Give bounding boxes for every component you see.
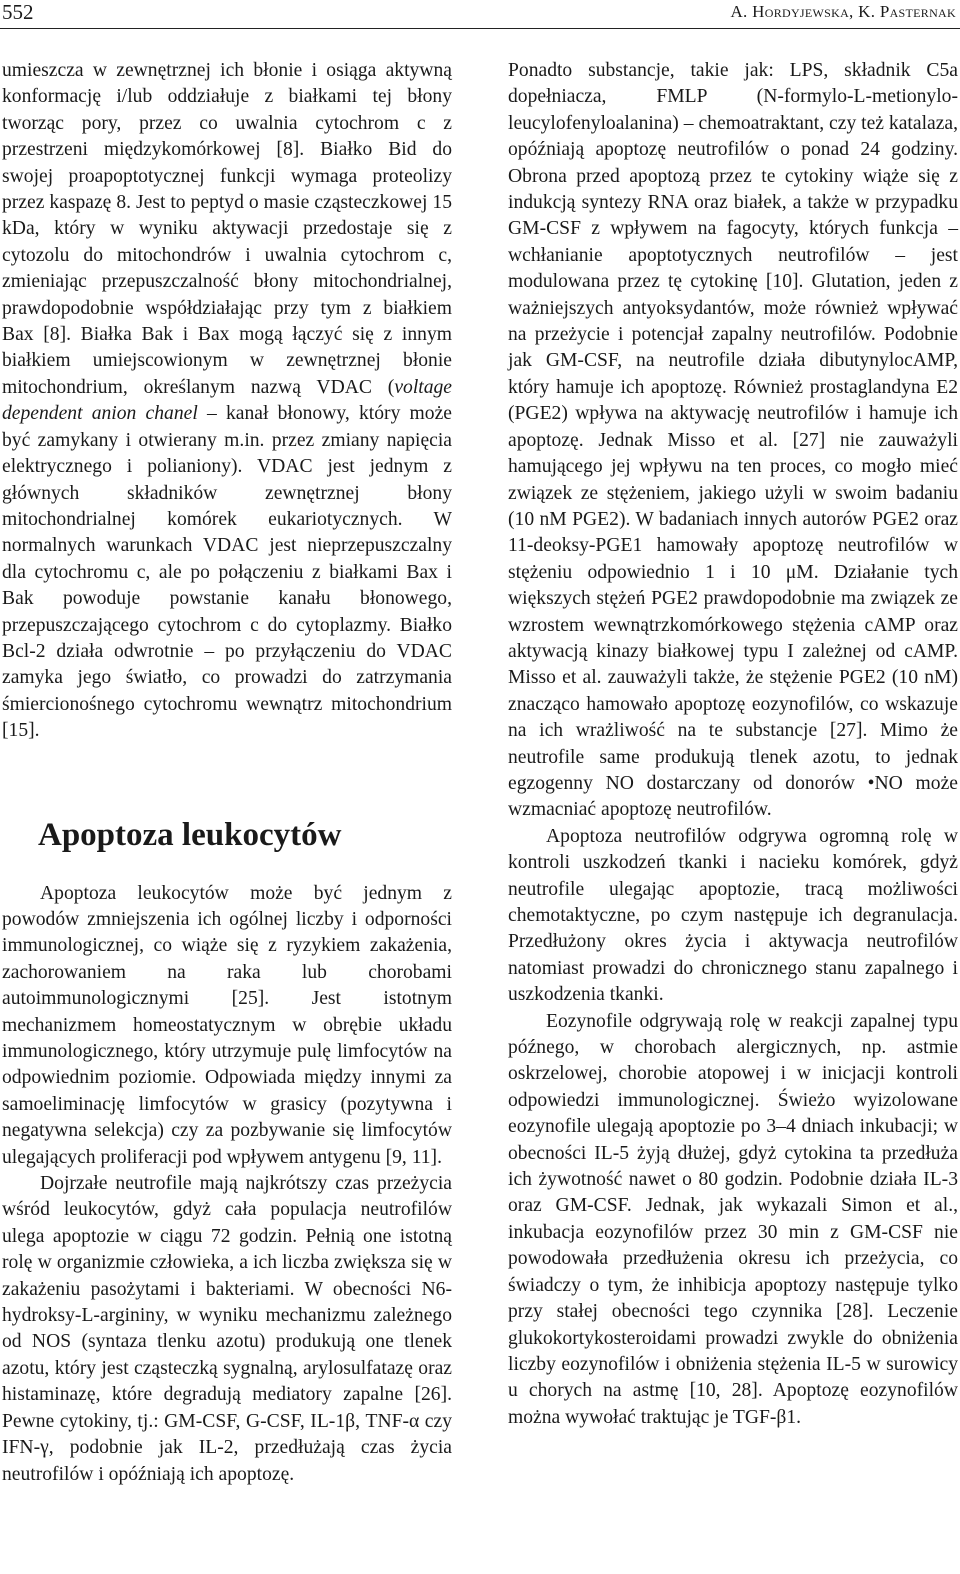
- right-column: [508, 58, 958, 1431]
- section-heading: Apoptoza leukocytów: [38, 816, 342, 853]
- left-paragraph-2: Apoptoza leukocytów może być jednym z powodów zmniejszenia ich ogólnej liczby i odporności immunologicznej, co wiąże się z ryzykiem zakażenia, zachorowaniem na raka lub chorobami autoimmunologicznymi [25]. Jest istotnym mechanizmem homeostatycznym w obrębie układu immunologicznego, który utrzymuje pulę limfocytów na odpowiednim poziomie. Odpowiada między innymi za samoeliminację limfocytów w grasicy (pozytywna i negatywna selekcja) czy za pozbywanie się limfocytów ulegających proliferacji pod wpływem antygenu [9, 11].: [2, 882, 452, 1168]
- left-paragraph-3: Dojrzałe neutrofile mają najkrótszy czas przeżycia wśród leukocytów, gdyż cała populacja neutrofilów ulega apoptozie w ciągu 72 godzin. Pełnią one istotną rolę w organizmie człowieka, a ich liczba zwiększa się w zakażeniu pasożytami i bakteriami. W obecności N6-hydroksy-L-argininy, w wyniku mechanizmu zależnego od NOS (syntaza tlenku azotu) produkują one tlenek azotu, który jest cząsteczką sygnalną, arylosulfatazę oraz histaminazę, które degradują mediatory zapalne [26]. Pewne cytokiny, tj.: GM-CSF, G-CSF, IL-1β, TNF-α czy IFN-γ, podobnie jak IL-2, przedłużają czas życia neutrofilów i opóźniają ich apoptozę.: [2, 1173, 452, 1485]
- right-paragraph-3: Eozynofile odgrywają rolę w reakcji zapalnej typu późnego, w chorobach alergicznych, np. astmie oskrzelowej, chorobie atopowej i w inicjacji kontroli odpowiedzi immunologicznej. Świeżo wyizolowane eozynofile ulegają apoptozie po 3–4 dniach inkubacji; w obecności IL-5 żyją dłużej, gdyż cytokina ta przedłuża ich żywotność nawet o 80 godzin. Podobnie działa IL-3 oraz GM-CSF. Jednak, jak wykazali Simon et al., inkubacja eozynofilów przez 30 min z GM-CSF nie powodowała przedłużenia okresu ich przeżycia, co świadczy o tym, że inhibicja apoptozy następuje tylko przy stałej obecności tego czynnika [28]. Leczenie glukokortykosteroidami prowadzi zwykle do obniżenia liczby eozynofilów i obniżenia stężenia IL-5 w surowicy u chorych na astmę [10, 28]. Apoptozę eozynofilów można wywołać traktując je TGF-β1.: [508, 1010, 958, 1428]
- running-header: [0, 0, 960, 29]
- left-paragraph-1: [2, 58, 452, 745]
- page-number: 552: [2, 0, 34, 24]
- left-paragraph-1-text: umieszcza w zewnętrznej ich błonie i osiąga aktywną konformację i/lub oddziałuje z białkami tej błony tworząc pory, przez co uwalnia cytochrom c z przestrzeni międzykomórkowej [8]. Białko Bid do swojej proapoptotycznej funkcji wymaga proteolizy przez kaspazę 8. Jest to peptyd o masie cząsteczkowej 15 kDa, który w wyniku aktywacji przedostaje się z cytozolu do mitochondrów i uwalnia cytochrom c, zmieniając przepuszczalność błony mitochondrialnej, prawdopodobnie współdziałając przy tym z białkiem Bax [8]. Białka Bak i Bax mogą łączyć się z innym białkiem umiejscowionym w zewnętrznej błonie mitochondrium, określanym nazwą VDAC (: [2, 60, 452, 398]
- right-paragraph-1: Ponadto substancje, takie jak: LPS, składnik C5a dopełniacza, FMLP (N-formylo-L-metionylo-leucylofenyloalanina) – chemoatraktant, czy też katalaza, opóźniają apoptozę neutrofilów o ponad 24 godziny. Obrona przed apoptozą przez te cytokiny wiąże się z indukcją syntezy RNA oraz białek, a także w przypadku GM-CSF z wpływem na fagocyty, których funkcja – wchłanianie apoptotycznych neutrofilów – jest modulowana przez tę cytokinę [10]. Glutation, jeden z ważniejszych antyoksydantów, może również wpływać na przeżycie i potencjał zapalny neutrofilów. Podobnie jak GM-CSF, na neutrofile działa dibutynylocAMP, który hamuje ich apoptozę. Również prostaglandyna E2 (PGE2) wpływa na aktywację neutrofilów i hamuje ich apoptozę. Jednak Misso et al. [27] nie zauważyli hamującego jej wpływu na ten proces, co mogło mieć związek ze stężeniem, jakiego użyli w swoim badaniu (10 nM PGE2). W badaniach innych autorów PGE2 oraz 11-deoksy-PGE1 hamowały apoptozę neutrofilów w stężeniu odpowiednio 1 i 10 μM. Działanie tych większych stężeń PGE2 prawdopodobnie ma związek ze wzrostem wewnątrzkomórkowego stężenia cAMP oraz aktywacją kinazy białkowej typu I zależnej od cAMP. Misso et al. zauważyli także, że stężenie PGE2 (10 nM) znacząco hamowało apoptozę eozynofilów, co wskazuje na ich wrażliwość na te substancje [27]. Mimo że neutrofile same produkują tlenek azotu, to jednak egzogenny NO dostarczany od donorów •NO może wzmacniać apoptozę neutrofilów.: [508, 60, 958, 821]
- left-paragraph-1-continued: – kanał błonowy, który może być zamykany i otwierany m.in. przez zmiany napięcia elektrycznego i polianiony). VDAC jest jednym z głównych składników zewnętrznej błony mitochondrialnej komórek eukariotycznych. W normalnych warunkach VDAC jest nieprzepuszczalny dla cytochromu c, ale po połączeniu z białkami Bax i Bak powoduje powstanie kanału błonowego, przepuszczającego cytochrom c do cytoplazmy. Białko Bcl-2 działa odwrotnie – po przyłączeniu do VDAC zamyka jego światło, co prowadzi do zatrzymania śmiercionośnego cytochromu wewnątrz mitochondrium [15].: [2, 403, 452, 742]
- left-paragraph-1-italic: voltage dependent anion chanel: [2, 376, 452, 425]
- left-column: [2, 58, 452, 1488]
- right-paragraph-2: Apoptoza neutrofilów odgrywa ogromną rolę w kontroli uszkodzeń tkanki i nacieku komórek, gdyż neutrofile ulegając apoptozie, tracą możliwości chemotaktyczne, po czym następuje ich degranulacja. Przedłużony okres życia i aktywacja neutrofilów natomiast prowadzi do chronicznego stanu zapalnego i uszkodzenia tkanki.: [508, 825, 958, 1006]
- running-authors: A. Hordyjewska, K. Pasternak: [730, 2, 956, 21]
